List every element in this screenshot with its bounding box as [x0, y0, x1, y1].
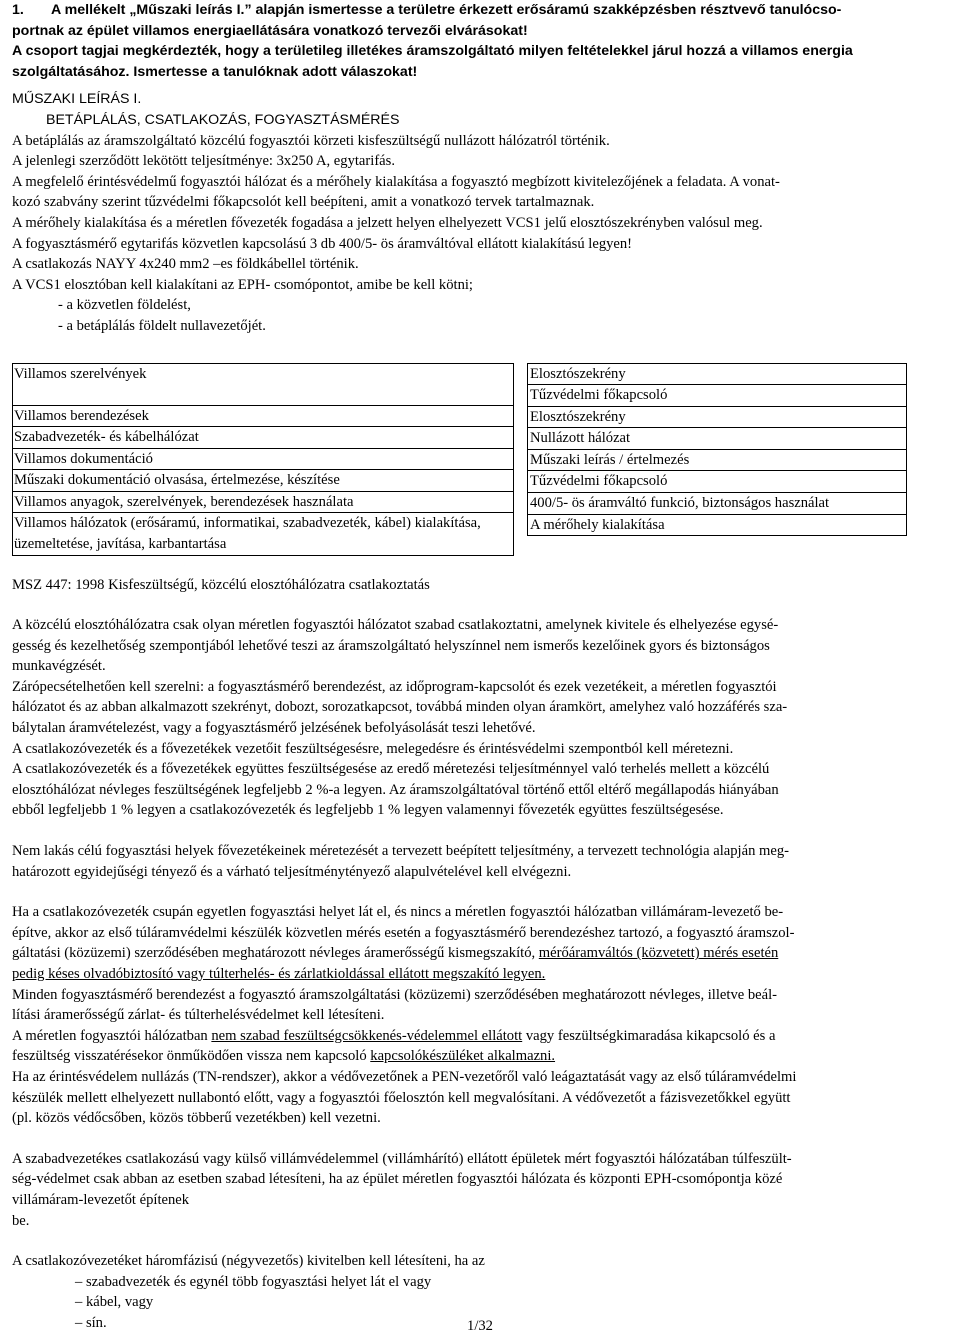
body-line: ség-védelmet csak abban az esetben szabad létesíteni, ha az épület méretlen fogyasztói hálózata és központi EPH-csomópontja közé	[12, 1171, 783, 1188]
body-line: határozott egyidejűségi tényező és a várható teljesítménytényező alapulvételével kell elvégezni.	[12, 863, 572, 880]
competency-tables	[12, 363, 952, 559]
underlined-text: mérőáramváltós (közvetett) mérés esetén	[538, 945, 779, 962]
body-span: A méretlen fogyasztói hálózatban	[12, 1027, 212, 1044]
task-block	[12, 0, 952, 82]
description-line: A megfelelő érintésvédelmű fogyasztói hálózat és a mérőhely kialakítása a fogyasztó megbízott kivitelezőjének a feladata. A vonat-	[12, 173, 780, 190]
body-line: Minden fogyasztásmérő berendezést a fogyasztó áramszolgáltatási (közüzemi) szerződésében meghatározott névleges, illetve beál-	[12, 986, 778, 1003]
description-line: A csatlakozás NAYY 4x240 mm2 –es földkábellel történik.	[12, 256, 359, 273]
body-text	[12, 615, 952, 1333]
body-line: A szabadvezetékes csatlakozású vagy külső villámvédelemmel (villámhárító) ellátott épületek mért fogyasztói hálózatában túlfeszült-	[12, 1150, 792, 1167]
description-line: A fogyasztásmérő egytarifás közvetlen kapcsolású 3 db 400/5- ös áramváltóval ellátott kialakítású legyen!	[12, 235, 633, 252]
task-number: 1.	[12, 2, 24, 18]
left-table-cell: Műszaki dokumentáció olvasása, értelmezése, készítése	[13, 469, 513, 491]
body-line: (pl. közös védőcsőben, közös többerű vezetékben) kell vezetni.	[12, 1110, 381, 1127]
body-line: Zárópecsételhetően kell szerelni: a fogyasztásmérő berendezést, az időprogram-kapcsolót és ezek vezetékeit, a méretlen fogyasztói	[12, 678, 777, 695]
body-line: készülék mellett elhelyezett nullabontó előtt, vagy a fogyasztói főelosztón kell megvalósítani. A védővezetőt a fázisvezetőkkel együtt	[12, 1089, 791, 1106]
underlined-text: nem szabad feszültségcsökkenés-védelemmel ellátott	[211, 1027, 523, 1044]
standard-reference: MSZ 447: 1998 Kisfeszültségű, közcélú elosztóhálózatra csatlakoztatás	[12, 576, 430, 593]
right-table-cell: Műszaki leírás / értelmezés	[527, 449, 907, 471]
right-table-cell: 400/5- ös áramváltó funkció, biztonságos használat	[527, 492, 907, 514]
body-line	[12, 964, 952, 985]
right-table-cell: Tűzvédelmi főkapcsoló	[527, 384, 907, 406]
section-title: MŰSZAKI LEÍRÁS I.	[12, 91, 142, 108]
body-line: Ha a csatlakozóvezeték csupán egyetlen fogyasztási helyet lát el, és nincs a méretlen fogyasztói hálózatban villámáram-levezető be-	[12, 904, 784, 921]
body-line: elosztóhálózat névleges feszültségének legfeljebb 2 %-a legyen. Az áramszolgáltatóval történő ettől eltérő megállapodás hiányában	[12, 781, 779, 798]
description-line: A VCS1 elosztóban kell kialakítani az EPH- csomópontot, amibe be kell kötni;	[12, 276, 473, 293]
body-line: A csatlakozóvezeték és a fővezetékek vezetőit feszültségesésre, melegedésre és érintésvédelmi szempontból kell méretezni.	[12, 740, 734, 757]
body-line: Ha az érintésvédelem nullázás (TN-rendszer), akkor a védővezetőnek a PEN-vezetőről való leágaztatását vagy az első túláramvédelmi	[12, 1068, 797, 1085]
task-text-line-1: A mellékelt „Műszaki leírás I.” alapján ismertesse a területre érkezett erősáramú szakképzésben résztvevő tanulócso-	[51, 2, 842, 18]
document-page	[12, 0, 952, 1334]
right-table-cell: Nullázott hálózat	[527, 427, 907, 449]
list-item: – szabadvezeték és egynél több fogyasztási helyet lát el vagy	[75, 1273, 432, 1290]
body-line	[12, 1046, 952, 1067]
left-table-cell: Villamos hálózatok (erősáramú, informatikai, szabadvezeték, kábel) kialakítása, üzemeltetése, javítása, karbantartása	[13, 512, 513, 554]
left-table-cell: Szabadvezeték- és kábelhálózat	[13, 426, 513, 448]
left-table-cell: Villamos berendezések	[13, 405, 513, 427]
left-table	[12, 363, 514, 556]
body-span: feszültség visszatérésekor önműködően vissza nem kapcsoló	[12, 1048, 371, 1065]
right-table-cell: Elosztószekrény	[527, 363, 907, 385]
description-line: A mérőhely kialakítása és a méretlen fővezeték fogadása a jelzett helyen elhelyezett VCS1 jelű elosztószekrényben valósul meg.	[12, 214, 763, 231]
description-line: A betáplálás az áramszolgáltató közcélú fogyasztói körzeti kisfeszültségű nullázott hálózatról történik.	[12, 132, 610, 149]
body-line	[12, 943, 952, 964]
right-table-cell: Elosztószekrény	[527, 406, 907, 428]
body-line: gesség és kezelhetőség szempontjából lehetővé teszi az áramszolgáltató helyszínnel nem ismerős kezelőinek gyors és biztonságos	[12, 637, 770, 654]
list-item: – sín.	[75, 1314, 107, 1331]
task-line-1	[12, 0, 952, 21]
body-line: munkavégzését.	[12, 658, 106, 675]
body-span: vagy feszültségkimaradása kikapcsoló és a	[522, 1027, 776, 1044]
right-table	[527, 363, 907, 537]
left-table-cell: Villamos dokumentáció	[13, 448, 513, 470]
body-line: építve, akkor az első túláramvédelmi készülék közvetlen mérés esetén a fogyasztásmérő berendezéshez tartozó, a fogyasztó áramszol-	[12, 924, 795, 941]
body-line: bálytalan áramvételezést, vagy a fogyasztásmérő jelzésének befolyásolását teszi lehetővé.	[12, 720, 536, 737]
body-line: A csatlakozóvezeték és a fővezetékek együttes feszültségesése az eredő méretezési teljesítménnyel való terhelés mellett a közcélú	[12, 761, 770, 778]
body-line: A csatlakozóvezetéket háromfázisú (négyvezetős) kivitelben kell létesíteni, ha az	[12, 1253, 485, 1270]
description-line: A jelenlegi szerződött lekötött teljesítménye: 3x250 A, egytarifás.	[12, 153, 395, 170]
task-text-line-3: A csoport tagjai megkérdezték, hogy a területileg illetékes áramszolgáltató milyen feltételekkel járul hozzá a villamos energia	[12, 43, 853, 60]
description-dash-item: - a betáplálás földelt nullavezetőjét.	[58, 317, 266, 334]
page-number: 1/32	[467, 1318, 493, 1334]
body-line: be.	[12, 1212, 30, 1229]
list-item: – kábel, vagy	[75, 1294, 154, 1311]
right-table-cell: Tűzvédelmi főkapcsoló	[527, 470, 907, 492]
underlined-text: kapcsolókészüléket alkalmazni.	[370, 1048, 556, 1065]
body-line: lítási áramerősségű zárlat- és túlterhelésvédelmet kell létesíteni.	[12, 1007, 385, 1024]
right-table-cell: A mérőhely kialakítása	[527, 514, 907, 537]
body-line: Nem lakás célú fogyasztási helyek fővezetékeinek méretezését a tervezett beépített teljesítmény, a tervezett technológia alapján meg-	[12, 843, 790, 860]
body-line: hálózatot és az abban alkalmazott szekrényt, dobozt, sorozatkapcsot, továbbá minden olyan áramkört, amelyhez való hozzáférés sza-	[12, 699, 788, 716]
task-text-line-2: portnak az épület villamos energiaellátására vonatkozó tervezői elvárásokat!	[12, 22, 528, 39]
description-line: kozó szabvány szerint tűzvédelmi főkapcsolót kell beépíteni, amit a vonatkozó tervek tartalmaznak.	[12, 194, 595, 211]
left-table-cell: Villamos anyagok, szerelvények, berendezések használata	[13, 491, 513, 513]
description-dash-item: - a közvetlen földelést,	[58, 297, 191, 314]
body-line: ebből legfeljebb 1 % legyen a csatlakozóvezeték és legfeljebb 1 % legyen valamennyi fővezeték együttes feszültségesése.	[12, 802, 724, 819]
section-subtitle: BETÁPLÁLÁS, CSATLAKOZÁS, FOGYASZTÁSMÉRÉS	[46, 111, 400, 128]
description-block	[12, 131, 952, 337]
body-line	[12, 1026, 952, 1047]
body-line: A közcélú elosztóhálózatra csak olyan méretlen fogyasztói hálózatot szabad csatlakoztatni, amelynek kivitele és elhelyezése egysé-	[12, 617, 779, 634]
task-text-line-4: szolgáltatásához. Ismertesse a tanulóknak adott válaszokat!	[12, 63, 418, 80]
body-line: villámáram-levezetőt építenek	[12, 1191, 190, 1208]
left-table-cell: Villamos szerelvények	[14, 365, 147, 382]
underlined-text: pedig késes olvadóbiztosító vagy túlterhelés- és zárlatkioldással ellátott megszakító legyen.	[12, 966, 546, 982]
body-span: gáltatási (közüzemi) szerződésében meghatározott névleges áramerősségű kismegszakító,	[12, 945, 539, 962]
